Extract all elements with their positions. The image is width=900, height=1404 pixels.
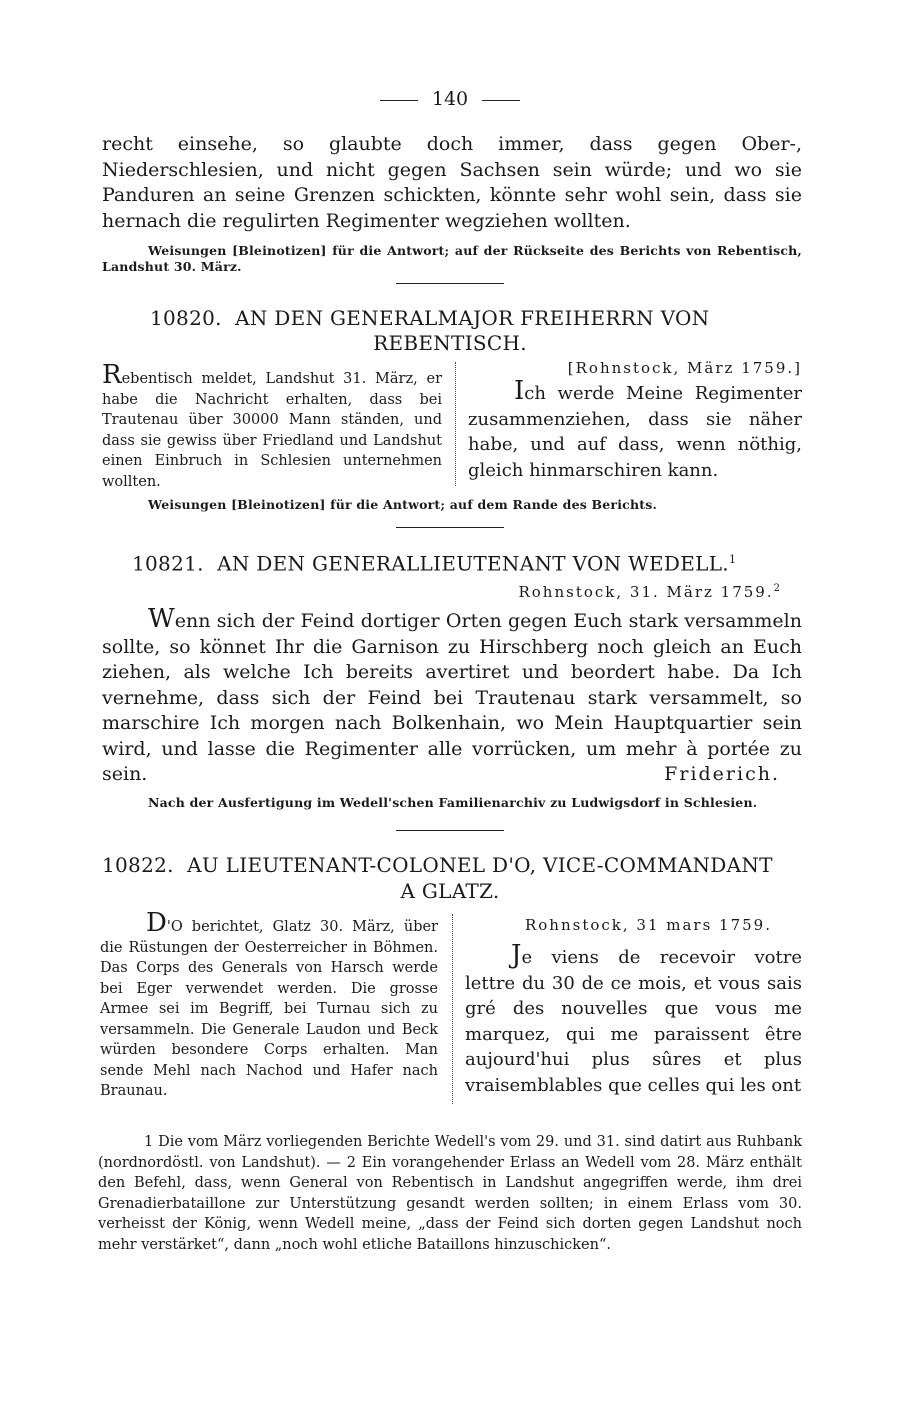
letter-number: 10822. xyxy=(102,853,174,877)
text-rest: enn sich der Feind dortiger Orten gegen Euch stark versammeln sollte, so könnet Ihr die Garnison zu Hirschberg noch gleich an Euch ziehen, als welche Ich bereits avertiret und beordert habe. Da Ich vernehme, dass sich der Feind bei Trautenau stark versammelt, so marschire Ich morgen nach Bolkenhain, wo Mein Hauptquartier sein wird, und lasse die Regimenter alle vorrücken, um mehr à portée zu sein. xyxy=(102,610,802,785)
top-paragraph: recht einsehe, so glaubte doch immer, dass gegen Ober-, Niederschlesien, und nicht gegen Sachsen sein würde; und wo sie Panduren an seine Grenzen schickten, könnte sehr wohl sein, dass sie hernach die regulirten Regimenter wegziehen wollten. xyxy=(102,133,802,232)
page-number: 140 xyxy=(431,88,469,110)
letter-body-10822 xyxy=(465,913,802,1098)
editorial-note-10820: Weisungen [Bleinotizen] für die Antwort; auf dem Rande des Berichts. xyxy=(148,497,658,512)
page-number-rule-left xyxy=(380,100,418,101)
dateline-10821 xyxy=(420,578,782,603)
editorial-note-10821: Nach der Ausfertigung im Wedell'schen Familienarchiv zu Ludwigsdorf in Schlesien. xyxy=(148,795,758,810)
letter-title-line2: REBENTISCH. xyxy=(373,331,527,355)
signature: Friderich. xyxy=(664,763,780,785)
letter-heading-10820 xyxy=(150,306,810,331)
column-separator xyxy=(455,362,456,486)
letter-text xyxy=(465,940,802,1098)
column-separator xyxy=(452,914,453,1104)
footnote-mark: 1 xyxy=(728,553,737,566)
letter-number: 10821. xyxy=(132,551,204,576)
text-initial: J xyxy=(511,940,522,970)
page-number-rule-right xyxy=(482,100,520,101)
dateline: [Rohnstock, März 1759.] xyxy=(567,359,802,377)
footnotes: 1 Die vom März vorliegenden Berichte Wedell's vom 29. und 31. sind datirt aus Ruhbank (nordnordöstl. von Landshut). — 2 Ein vorangehender Erlass an Wedell vom 28. März enthält den Befehl, dass, wenn General von Rebentisch in Landshut angegriffen werde, ihm drei Grenadierbataillone zur Unterstützung gesandt werden sollten; in einem Erlass vom 30. verheisst der König, wenn Wedell meine, „dass der Feind sich dorten gegen Landshut noch mehr verstärket“, dann „noch wohl etliche Bataillons hinzuschicken“. xyxy=(98,1134,802,1253)
dateline: Rohnstock, 31 mars 1759. xyxy=(524,916,772,934)
top-editorial-note: Weisungen [Bleinotizen] für die Antwort; auf der Rückseite des Berichts von Rebentisch, Landshut 30. März. xyxy=(102,243,802,274)
letter-title: AU LIEUTENANT-COLONEL D'O, VICE-COMMANDANT xyxy=(187,853,773,877)
letter-body-10821 xyxy=(102,604,802,788)
letter-summary-10822 xyxy=(100,908,438,1102)
letter-title: AN DEN GENERALLIEUTENANT VON WEDELL. xyxy=(217,551,729,576)
letter-summary-10820 xyxy=(102,360,442,492)
text-rest: e viens de recevoir votre lettre du 30 de ce mois, et vous sais gré des nouvelles que vous me marquez, qui me paraissent être aujourd'hui plus sûres et plus vraisemblables que celles qui les ont xyxy=(465,947,802,1096)
text-initial: I xyxy=(514,376,525,406)
section-divider xyxy=(396,283,504,284)
text-initial: W xyxy=(148,604,175,634)
letter-heading-10821 xyxy=(132,547,812,577)
letter-number: 10820. xyxy=(150,306,222,330)
letter-text xyxy=(468,376,802,483)
summary-initial: R xyxy=(102,360,122,390)
text-rest: ch werde Meine Regimenter zusammenziehen, dass sie näher habe, und auf dass, wenn nöthig, gleich hinmarschiren kann. xyxy=(468,383,802,481)
summary-text: ebentisch meldet, Landshut 31. März, er habe die Nachricht erhalten, dass bei Trautenau über 30000 Mann ständen, und dass sie gewiss über Friedland und Landshut einen Einbruch in Schlesien unternehmen wollten. xyxy=(102,371,442,490)
letter-body-10820 xyxy=(468,357,802,483)
summary-initial: D xyxy=(146,908,167,938)
section-divider xyxy=(396,527,504,528)
letter-title-line2: A GLATZ. xyxy=(400,879,500,903)
footnote-mark: 2 xyxy=(773,583,782,594)
letter-heading-10822 xyxy=(102,853,802,878)
page-number-line xyxy=(0,88,900,110)
dateline: Rohnstock, 31. März 1759. xyxy=(518,583,774,601)
letter-title: AN DEN GENERALMAJOR FREIHERRN VON xyxy=(235,306,710,330)
section-divider xyxy=(396,830,504,831)
summary-text: 'O berichtet, Glatz 30. März, über die Rüstungen der Oesterreicher in Böhmen. Das Corps des Generals von Harsch werde bei Eger verwendet werden. Die grosse Armee sei im Begriff, bei Turnau sich zu versammeln. Die Generale Laudon und Beck würden besondere Corps erhalten. Man sende Mehl nach Nachod und Hafer nach Braunau. xyxy=(100,919,438,1099)
